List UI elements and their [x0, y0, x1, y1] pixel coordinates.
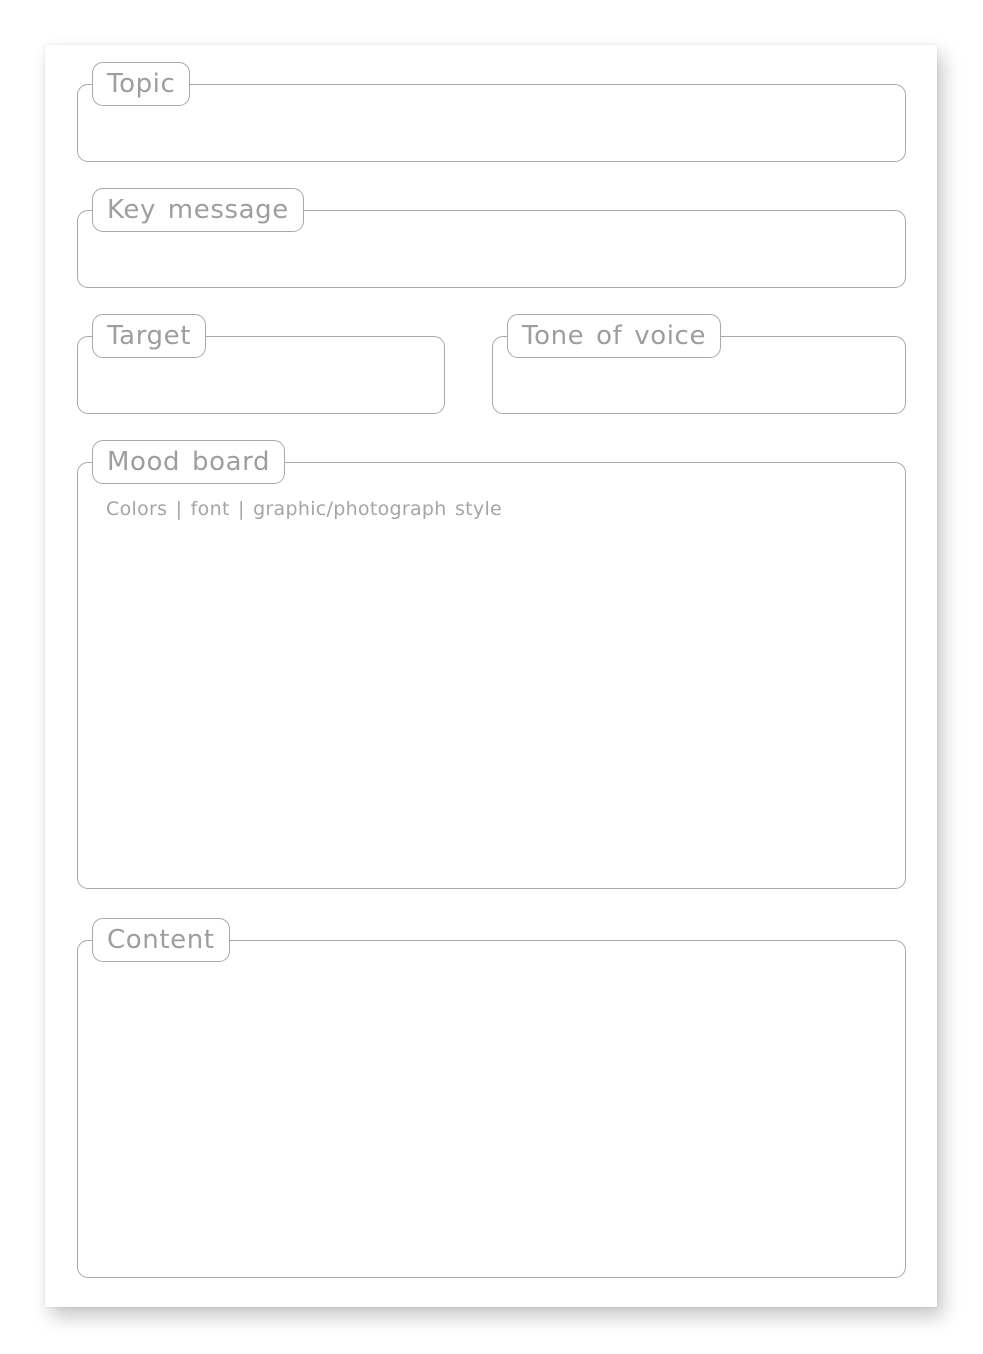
content-field[interactable]	[77, 940, 906, 1278]
target-label: Target	[92, 314, 206, 358]
topic-field[interactable]	[77, 84, 906, 162]
mood-board-field[interactable]	[77, 462, 906, 889]
topic-label: Topic	[92, 62, 190, 106]
mood-board-hint: Colors | font | graphic/photograph style	[106, 498, 503, 520]
key-message-label: Key message	[92, 188, 304, 232]
tone-of-voice-label: Tone of voice	[507, 314, 721, 358]
mood-board-label: Mood board	[92, 440, 285, 484]
content-label: Content	[92, 918, 230, 962]
